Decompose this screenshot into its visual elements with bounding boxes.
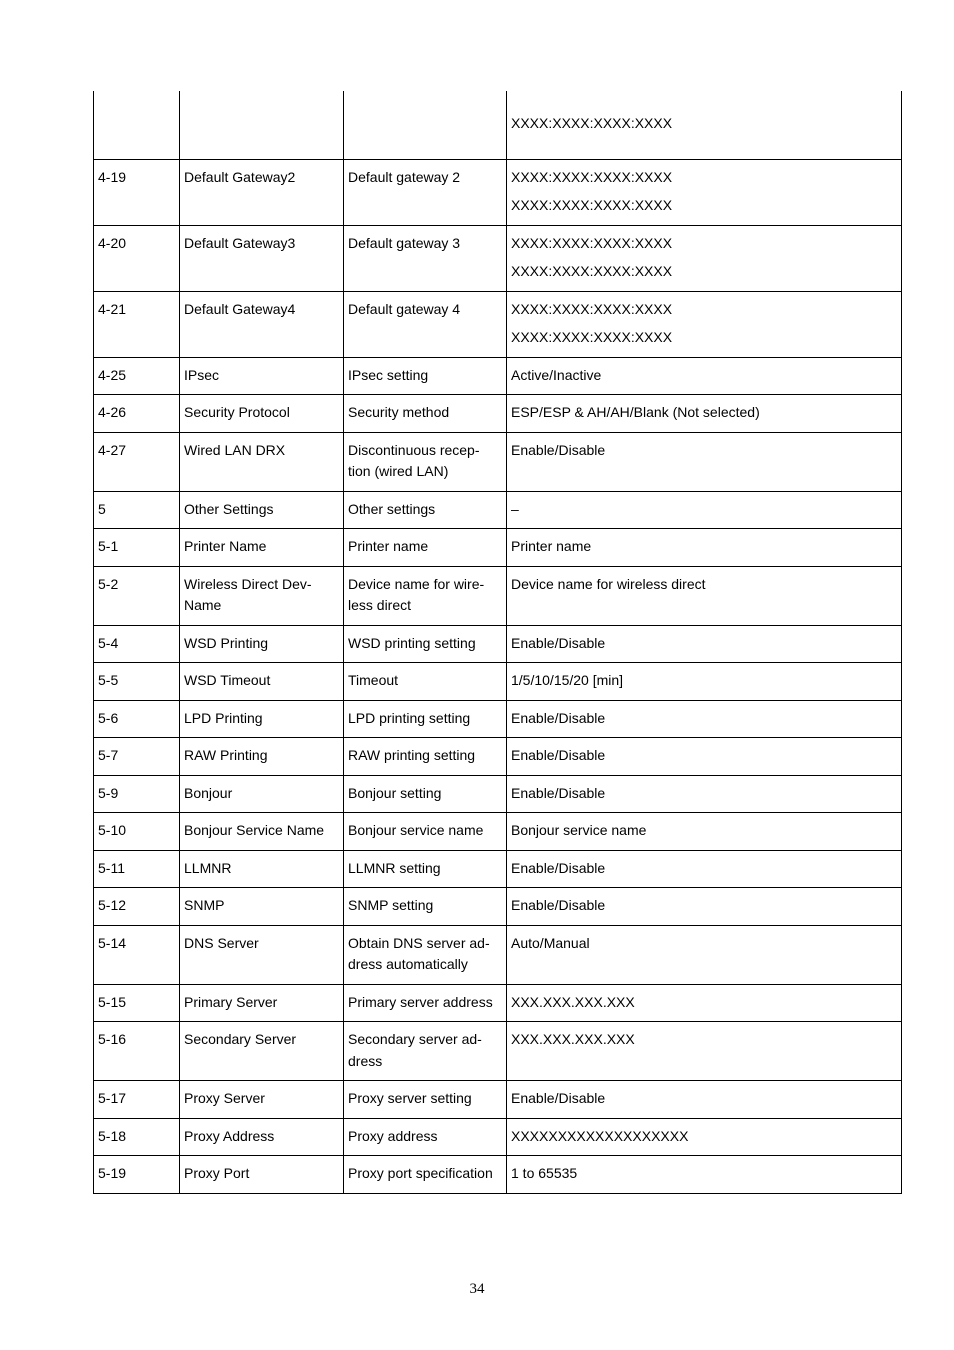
cell-no: 5-9 xyxy=(94,775,180,813)
cell-value: XXXX:XXXX:XXXX:XXXX xyxy=(511,329,673,345)
cell-value: XXXX:XXXX:XXXX:XXXX xyxy=(511,300,673,317)
cell-no: 5-19 xyxy=(94,1156,180,1194)
cell-item: Other Settings xyxy=(180,491,344,529)
cell-description: Bonjour service name xyxy=(344,813,507,851)
cell-values xyxy=(507,566,902,625)
cell-item: LLMNR xyxy=(180,850,344,888)
cell-values xyxy=(507,225,902,291)
cell-no: 5-16 xyxy=(94,1022,180,1081)
table-row xyxy=(94,850,902,888)
cell-no: 5 xyxy=(94,491,180,529)
cell-item: DNS Server xyxy=(180,925,344,984)
cell-description: Other settings xyxy=(344,491,507,529)
cell-item: LPD Printing xyxy=(180,700,344,738)
cell-value: XXX.XXX.XXX.XXX xyxy=(511,993,635,1010)
cell-value: Device name for wireless direct xyxy=(511,575,706,592)
cell-no: 4-25 xyxy=(94,357,180,395)
table-row xyxy=(94,225,902,291)
cell-value: Enable/Disable xyxy=(511,634,606,651)
cell-no: 5-17 xyxy=(94,1081,180,1119)
cell-values xyxy=(507,700,902,738)
table-row xyxy=(94,159,902,225)
cell-values xyxy=(507,888,902,926)
table-row xyxy=(94,566,902,625)
cell-no: 5-5 xyxy=(94,663,180,701)
cell-value: Enable/Disable xyxy=(511,747,606,763)
cell-description: Proxy port specification xyxy=(344,1156,507,1194)
cell-description: Primary server address xyxy=(344,984,507,1022)
cell-no: 5-2 xyxy=(94,566,180,625)
cell-item: Printer Name xyxy=(180,529,344,567)
cell-values xyxy=(507,357,902,395)
cell-values xyxy=(507,738,902,776)
cell-item: Wired LAN DRX xyxy=(180,432,344,491)
table-row xyxy=(94,357,902,395)
cell-item: RAW Printing xyxy=(180,738,344,776)
cell-no: 4-20 xyxy=(94,225,180,291)
cell-no: 5-12 xyxy=(94,888,180,926)
cell-values xyxy=(507,91,902,159)
cell-description xyxy=(344,91,507,159)
table-row xyxy=(94,775,902,813)
cell-item: IPsec xyxy=(180,357,344,395)
table-row xyxy=(94,1156,902,1194)
table-row xyxy=(94,529,902,567)
cell-values xyxy=(507,529,902,567)
table-row xyxy=(94,738,902,776)
table-row xyxy=(94,700,902,738)
cell-item: Proxy Address xyxy=(180,1118,344,1156)
cell-value: Enable/Disable xyxy=(511,897,606,913)
cell-values xyxy=(507,491,902,529)
cell-values xyxy=(507,775,902,813)
cell-values xyxy=(507,1022,902,1081)
cell-no: 4-21 xyxy=(94,291,180,357)
cell-value: Printer name xyxy=(511,538,592,554)
cell-no: 5-7 xyxy=(94,738,180,776)
cell-item: Secondary Server xyxy=(180,1022,344,1081)
cell-values xyxy=(507,1156,902,1194)
cell-description: Secondary server ad- dress xyxy=(344,1022,507,1081)
cell-values xyxy=(507,984,902,1022)
cell-value: Auto/Manual xyxy=(511,934,590,951)
cell-no: 5-11 xyxy=(94,850,180,888)
table-row xyxy=(94,625,902,663)
cell-value: Enable/Disable xyxy=(511,784,606,801)
cell-item: Security Protocol xyxy=(180,395,344,433)
cell-value: Bonjour service name xyxy=(511,822,647,838)
cell-description: Proxy address xyxy=(344,1118,507,1156)
cell-no: 4-27 xyxy=(94,432,180,491)
cell-no: 5-15 xyxy=(94,984,180,1022)
cell-no: 5-4 xyxy=(94,625,180,663)
table-row-continued xyxy=(94,91,902,159)
table-row xyxy=(94,1081,902,1119)
cell-value: Enable/Disable xyxy=(511,859,606,876)
table-row xyxy=(94,984,902,1022)
cell-description: Discontinuous recep- tion (wired LAN) xyxy=(344,432,507,491)
settings-table-body xyxy=(94,91,902,1193)
cell-value: Active/Inactive xyxy=(511,366,602,383)
table-row xyxy=(94,395,902,433)
cell-value: XXXX:XXXX:XXXX:XXXX xyxy=(511,234,673,251)
cell-description: Device name for wire- less direct xyxy=(344,566,507,625)
cell-description: Printer name xyxy=(344,529,507,567)
table-row xyxy=(94,1118,902,1156)
cell-values xyxy=(507,925,902,984)
cell-item: Bonjour Service Name xyxy=(180,813,344,851)
cell-values xyxy=(507,395,902,433)
cell-description: LPD printing setting xyxy=(344,700,507,738)
settings-table xyxy=(93,91,902,1194)
cell-value: Enable/Disable xyxy=(511,441,606,458)
cell-value: XXX.XXX.XXX.XXX xyxy=(511,1031,635,1047)
cell-description: WSD printing setting xyxy=(344,625,507,663)
cell-description: IPsec setting xyxy=(344,357,507,395)
cell-item: SNMP xyxy=(180,888,344,926)
cell-values xyxy=(507,813,902,851)
table-row xyxy=(94,291,902,357)
table-row xyxy=(94,888,902,926)
cell-value: Enable/Disable xyxy=(511,709,606,726)
cell-description: LLMNR setting xyxy=(344,850,507,888)
cell-description: Default gateway 4 xyxy=(344,291,507,357)
page-number: 34 xyxy=(469,1281,485,1297)
cell-no xyxy=(94,91,180,159)
cell-no: 5-14 xyxy=(94,925,180,984)
cell-value: Enable/Disable xyxy=(511,1090,606,1106)
cell-item: Proxy Server xyxy=(180,1081,344,1119)
cell-no: 4-26 xyxy=(94,395,180,433)
cell-value: XXXX:XXXX:XXXX:XXXX xyxy=(511,114,673,131)
cell-item xyxy=(180,91,344,159)
cell-description: Bonjour setting xyxy=(344,775,507,813)
cell-values xyxy=(507,625,902,663)
table-row xyxy=(94,663,902,701)
cell-value: 1 to 65535 xyxy=(511,1165,578,1181)
cell-values xyxy=(507,663,902,701)
cell-no: 5-6 xyxy=(94,700,180,738)
cell-values xyxy=(507,432,902,491)
cell-value: XXXX:XXXX:XXXX:XXXX xyxy=(511,197,673,213)
cell-value: XXXX:XXXX:XXXX:XXXX xyxy=(511,168,673,185)
cell-values xyxy=(507,1118,902,1156)
cell-description: Proxy server setting xyxy=(344,1081,507,1119)
cell-item: Proxy Port xyxy=(180,1156,344,1194)
cell-description: SNMP setting xyxy=(344,888,507,926)
cell-item: Bonjour xyxy=(180,775,344,813)
table-row xyxy=(94,813,902,851)
cell-no: 5-18 xyxy=(94,1118,180,1156)
cell-no: 5-10 xyxy=(94,813,180,851)
table-row xyxy=(94,1022,902,1081)
cell-no: 5-1 xyxy=(94,529,180,567)
cell-values xyxy=(507,850,902,888)
cell-value: – xyxy=(511,500,519,517)
cell-item: Default Gateway4 xyxy=(180,291,344,357)
cell-value: ESP/ESP & AH/AH/Blank (Not selected) xyxy=(511,404,760,420)
cell-description: Default gateway 3 xyxy=(344,225,507,291)
cell-values xyxy=(507,1081,902,1119)
cell-values xyxy=(507,159,902,225)
cell-item: WSD Printing xyxy=(180,625,344,663)
cell-description: Security method xyxy=(344,395,507,433)
cell-description: Default gateway 2 xyxy=(344,159,507,225)
cell-value: XXXXXXXXXXXXXXXXXXX xyxy=(511,1127,689,1144)
cell-values xyxy=(507,291,902,357)
cell-item: Primary Server xyxy=(180,984,344,1022)
cell-description: Obtain DNS server ad- dress automatically xyxy=(344,925,507,984)
table-row xyxy=(94,491,902,529)
cell-value: 1/5/10/15/20 [min] xyxy=(511,672,624,688)
cell-item: Default Gateway3 xyxy=(180,225,344,291)
cell-item: Default Gateway2 xyxy=(180,159,344,225)
table-row xyxy=(94,925,902,984)
cell-description: RAW printing setting xyxy=(344,738,507,776)
cell-description: Timeout xyxy=(344,663,507,701)
cell-item: WSD Timeout xyxy=(180,663,344,701)
cell-no: 4-19 xyxy=(94,159,180,225)
cell-value: XXXX:XXXX:XXXX:XXXX xyxy=(511,263,673,279)
table-row xyxy=(94,432,902,491)
cell-item: Wireless Direct Dev- Name xyxy=(180,566,344,625)
